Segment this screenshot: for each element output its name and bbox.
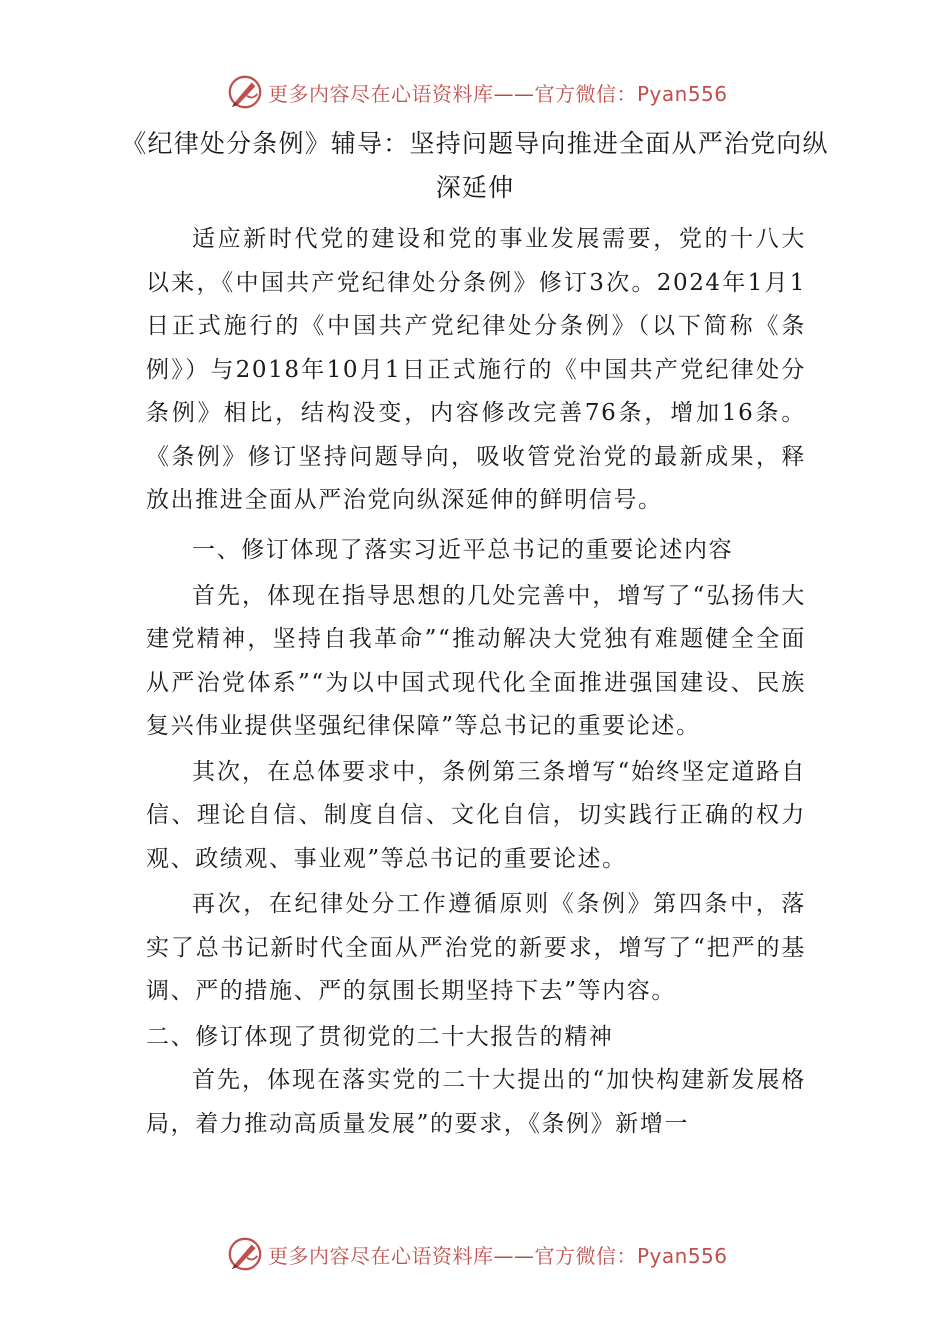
paragraph-third: 再次，在纪律处分工作遵循原则《条例》第四条中，落实了总书记新时代全面从严治党的新要求，增写了“把严的基调、严的措施、严的氛围长期坚持下去”等内容。 <box>146 891 806 1004</box>
banner-text <box>268 78 728 107</box>
banner-main-text: 更多内容尽在心语资料库 <box>268 1243 494 1268</box>
document-body <box>146 218 806 1148</box>
banner-main-text: 更多内容尽在心语资料库 <box>268 81 494 106</box>
footer-banner[interactable] <box>226 1234 746 1274</box>
section-heading-2: 二、修订体现了贯彻党的二十大报告的精神 <box>146 1023 614 1050</box>
banner-contact-text: 官方微信：Pyan556 <box>534 1243 728 1268</box>
paragraph-intro: 适应新时代党的建设和党的事业发展需要，党的十八大以来，《中国共产党纪律处分条例》修订3次。2024年1月1日正式施行的《中国共产党纪律处分条例》（以下简称《条例》）与2018年10月1日正式施行的《中国共产党纪律处分条例》相比，结构没变，内容修改完善76条，增加16条。《条例》修订坚持问题导向，吸收管党治党的最新成果，释放出推进全面从严治党向纵深延伸的鲜明信号。 <box>146 226 806 513</box>
paragraph-second: 其次，在总体要求中，条例第三条增写“始终坚定道路自信、理论自信、制度自信、文化自信，切实践行正确的权力观、政绩观、事业观”等总书记的重要论述。 <box>146 758 806 872</box>
document-title: 《纪律处分条例》辅导：坚持问题导向推进全面从严治党向纵深延伸 <box>121 129 829 202</box>
paragraph-first: 首先，体现在指导思想的几处完善中，增写了“弘扬伟大建党精神，坚持自我革命”“推动解决大党独有难题健全全面从严治党体系”“为以中国式现代化全面推进强国建设、民族复兴伟业提供坚强纪律保障”等总书记的重要论述。 <box>146 582 806 739</box>
banner-text <box>268 1240 728 1269</box>
pen-logo-icon <box>226 73 264 111</box>
banner-separator: —— <box>493 1243 535 1268</box>
section-heading-1: 一、修订体现了落实习近平总书记的重要论述内容 <box>192 536 734 563</box>
banner-separator: —— <box>493 81 535 106</box>
pen-logo-icon <box>226 1235 264 1273</box>
header-banner[interactable] <box>226 72 746 112</box>
banner-contact-text: 官方微信：Pyan556 <box>534 81 728 106</box>
paragraph-fourth: 首先，体现在落实党的二十大提出的“加快构建新发展格局，着力推动高质量发展”的要求，《条例》新增一 <box>146 1067 806 1137</box>
